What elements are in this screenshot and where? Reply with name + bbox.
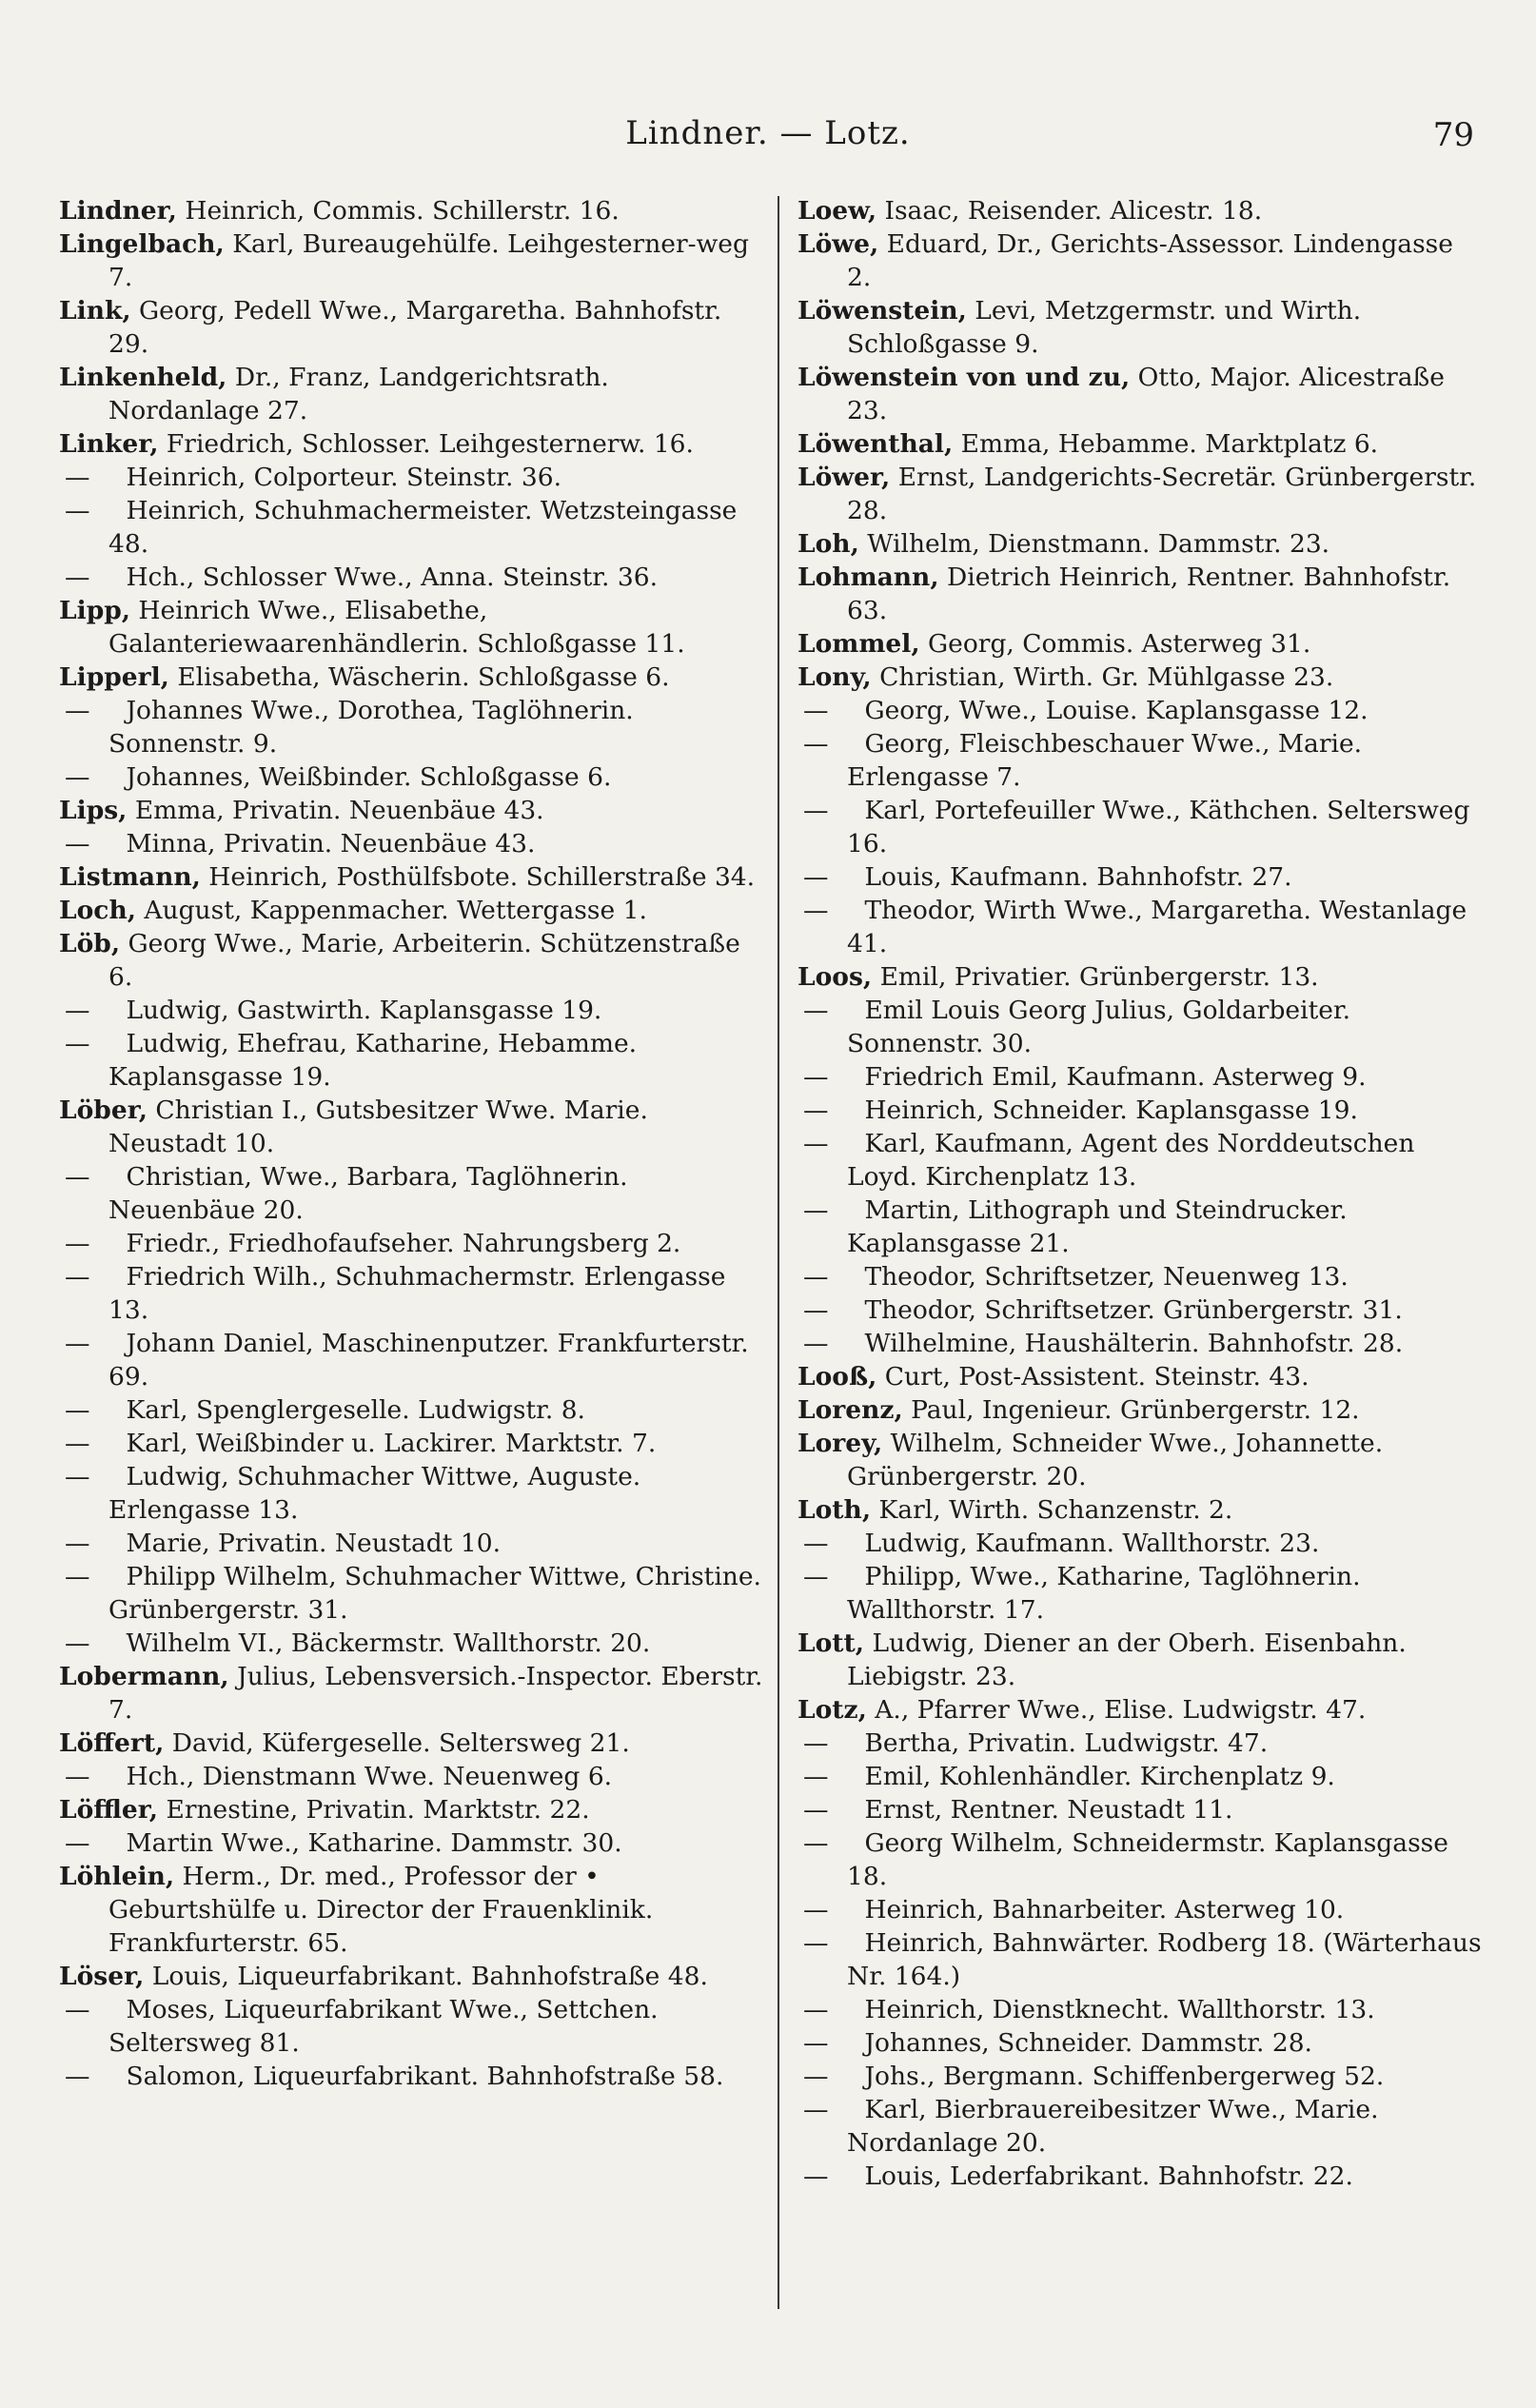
- page-number: 79: [1432, 116, 1474, 154]
- entry-details: Emma, Hebamme. Marktplatz 6.: [960, 429, 1379, 459]
- entry-details: Hch., Dienstmann Wwe. Neuenweg 6.: [126, 1762, 613, 1791]
- entry-details: Philipp, Wwe., Katharine, Taglöhnerin. Wallthorstr. 17.: [847, 1562, 1361, 1625]
- entry-details: Heinrich, Colporteur. Steinstr. 36.: [126, 463, 561, 492]
- entry-details: Heinrich, Dienstknecht. Wallthorstr. 13.: [864, 1995, 1375, 2024]
- repeat-dash: —: [803, 2028, 829, 2058]
- directory-entry: [798, 294, 1483, 361]
- directory-entry: [798, 1493, 1483, 1527]
- directory-entry: [59, 1427, 763, 1460]
- entry-details: Georg, Commis. Asterweg 31.: [927, 629, 1311, 659]
- entry-details: Friedrich, Schlosser. Leihgesternerw. 16.: [166, 429, 694, 459]
- repeat-dash: —: [803, 1562, 829, 1591]
- repeat-dash: —: [65, 1029, 90, 1058]
- repeat-dash: —: [803, 1195, 829, 1225]
- repeat-dash: —: [65, 1529, 90, 1558]
- entry-details: Heinrich, Schuhmachermeister. Wetzsteingasse 48.: [108, 496, 738, 559]
- directory-entry: [798, 194, 1483, 227]
- entry-details: Philipp Wilhelm, Schuhmacher Wittwe, Christine. Grünbergerstr. 31.: [108, 1562, 761, 1625]
- entry-details: Emil, Privatier. Grünbergerstr. 13.: [879, 962, 1319, 992]
- repeat-dash: —: [803, 1762, 829, 1791]
- entry-details: Ludwig, Kaufmann. Wallthorstr. 23.: [864, 1529, 1320, 1558]
- directory-entry: [798, 2060, 1483, 2093]
- directory-entry: [59, 1560, 763, 1627]
- directory-entry: [59, 1160, 763, 1227]
- directory-entry: [59, 894, 763, 927]
- directory-entry: [59, 827, 763, 860]
- repeat-dash: —: [803, 1928, 829, 1958]
- repeat-dash: —: [803, 1728, 829, 1758]
- directory-entry: [798, 1627, 1483, 1693]
- directory-entry: [59, 1527, 763, 1560]
- entry-details: Eduard, Dr., Gerichts-Assessor. Lindengasse 2.: [847, 229, 1453, 292]
- repeat-dash: —: [65, 1628, 90, 1658]
- directory-entry: [798, 661, 1483, 694]
- entry-surname: Löb,: [59, 929, 121, 958]
- directory-entry: [59, 2060, 763, 2093]
- entry-details: Wilhelm VI., Bäckermstr. Wallthorstr. 20.: [126, 1628, 651, 1658]
- entry-surname: Linker,: [59, 429, 159, 459]
- repeat-dash: —: [803, 2062, 829, 2091]
- directory-entry: [59, 1826, 763, 1860]
- repeat-dash: —: [65, 1562, 90, 1591]
- repeat-dash: —: [65, 829, 90, 859]
- directory-entry: [59, 427, 763, 461]
- repeat-dash: —: [803, 1295, 829, 1325]
- entry-surname: Löwe,: [798, 229, 879, 259]
- entry-details: Friedrich Emil, Kaufmann. Asterweg 9.: [864, 1062, 1367, 1092]
- directory-entry: [798, 1060, 1483, 1094]
- directory-entry: [798, 1194, 1483, 1260]
- directory-entry: [59, 1760, 763, 1793]
- repeat-dash: —: [803, 1062, 829, 1092]
- directory-entry: [59, 1027, 763, 1094]
- entry-details: Johannes, Weißbinder. Schloßgasse 6.: [126, 762, 612, 792]
- entry-details: Theodor, Schriftsetzer, Neuenweg 13.: [864, 1262, 1349, 1292]
- entry-details: Salomon, Liqueurfabrikant. Bahnhofstraße 58.: [126, 2062, 724, 2091]
- directory-entry: [798, 1560, 1483, 1627]
- directory-entry: [798, 1360, 1483, 1393]
- entry-details: Theodor, Wirth Wwe., Margaretha. Westanlage 41.: [847, 896, 1467, 958]
- repeat-dash: —: [803, 2095, 829, 2124]
- entry-surname: Löffert,: [59, 1728, 165, 1758]
- directory-entry: [798, 227, 1483, 294]
- repeat-dash: —: [65, 762, 90, 792]
- entry-details: Heinrich Wwe., Elisabethe, Galanteriewaarenhändlerin. Schloßgasse 11.: [108, 596, 685, 659]
- directory-entry: [59, 1960, 763, 1993]
- repeat-dash: —: [65, 996, 90, 1025]
- directory-entry: [59, 694, 763, 760]
- repeat-dash: —: [803, 1095, 829, 1125]
- entry-details: Johannes, Schneider. Dammstr. 28.: [864, 2028, 1312, 2058]
- directory-entry: [59, 227, 763, 294]
- entry-surname: Lipperl,: [59, 662, 169, 692]
- directory-entry: [59, 1627, 763, 1660]
- directory-entry: [798, 1393, 1483, 1427]
- entry-details: Emil Louis Georg Julius, Goldarbeiter. Sonnenstr. 30.: [847, 996, 1351, 1058]
- entry-surname: Löwer,: [798, 463, 891, 492]
- directory-entry: [59, 1793, 763, 1826]
- entry-details: Ludwig, Schuhmacher Wittwe, Auguste. Erlengasse 13.: [108, 1462, 641, 1525]
- entry-details: Christian, Wwe., Barbara, Taglöhnerin. Neuenbäue 20.: [108, 1162, 628, 1225]
- entry-surname: Linkenheld,: [59, 363, 227, 392]
- entry-details: Isaac, Reisender. Alicestr. 18.: [884, 196, 1263, 226]
- repeat-dash: —: [803, 1262, 829, 1292]
- entry-surname: Löwenthal,: [798, 429, 954, 459]
- directory-entry: [59, 860, 763, 894]
- repeat-dash: —: [803, 1529, 829, 1558]
- directory-entry: [798, 1260, 1483, 1293]
- repeat-dash: —: [803, 996, 829, 1025]
- directory-entry: [59, 760, 763, 794]
- entry-details: Wilhelmine, Haushälterin. Bahnhofstr. 28.: [864, 1329, 1404, 1358]
- directory-entry: [59, 1227, 763, 1260]
- entry-details: Georg Wilhelm, Schneidermstr. Kaplansgasse 18.: [847, 1828, 1448, 1891]
- directory-entry: [59, 794, 763, 827]
- directory-entry: [59, 461, 763, 494]
- entry-details: Minna, Privatin. Neuenbäue 43.: [126, 829, 536, 859]
- entry-details: Karl, Bierbrauereibesitzer Wwe., Marie. Nordanlage 20.: [847, 2095, 1379, 2158]
- entry-details: Johannes Wwe., Dorothea, Taglöhnerin. Sonnenstr. 9.: [108, 696, 634, 759]
- repeat-dash: —: [803, 796, 829, 825]
- directory-entry: [59, 194, 763, 227]
- entry-surname: Loth,: [798, 1495, 872, 1525]
- entry-details: Otto, Major. Alicestraße 23.: [847, 363, 1445, 425]
- directory-entry: [59, 927, 763, 994]
- entry-details: Heinrich, Posthülfsbote. Schillerstraße 34.: [208, 862, 756, 892]
- entry-details: Heinrich, Schneider. Kaplansgasse 19.: [864, 1095, 1358, 1125]
- directory-entry: [59, 1660, 763, 1727]
- entry-surname: Lotz,: [798, 1695, 867, 1725]
- entry-details: Dr., Franz, Landgerichtsrath. Nordanlage 27.: [108, 363, 609, 425]
- directory-entry: [798, 794, 1483, 860]
- entry-details: Louis, Lederfabrikant. Bahnhofstr. 22.: [864, 2161, 1353, 2191]
- repeat-dash: —: [803, 1329, 829, 1358]
- directory-entry: [798, 1826, 1483, 1893]
- entry-details: Friedr., Friedhofaufseher. Nahrungsberg 2.: [126, 1229, 681, 1258]
- entry-details: Wilhelm, Schneider Wwe., Johannette. Grünbergerstr. 20.: [847, 1429, 1384, 1491]
- entry-surname: Lohmann,: [798, 563, 939, 592]
- entry-details: Julius, Lebensversich.-Inspector. Eberstr. 7.: [108, 1662, 763, 1725]
- entry-details: Bertha, Privatin. Ludwigstr. 47.: [864, 1728, 1269, 1758]
- directory-entry: [59, 361, 763, 427]
- directory-entry: [798, 1760, 1483, 1793]
- entry-details: August, Kappenmacher. Wettergasse 1.: [144, 896, 647, 925]
- entry-details: Wilhelm, Dienstmann. Dammstr. 23.: [867, 529, 1330, 559]
- repeat-dash: —: [65, 696, 90, 725]
- entry-details: Ernestine, Privatin. Marktstr. 22.: [166, 1795, 590, 1825]
- entry-details: Ernst, Landgerichts-Secretär. Grünbergerstr. 28.: [847, 463, 1477, 525]
- entry-surname: Löwenstein von und zu,: [798, 363, 1131, 392]
- entry-details: Heinrich, Bahnarbeiter. Asterweg 10.: [864, 1895, 1345, 1924]
- directory-entry: [798, 1693, 1483, 1727]
- repeat-dash: —: [65, 1329, 90, 1358]
- repeat-dash: —: [65, 1828, 90, 1858]
- entry-surname: Löber,: [59, 1095, 148, 1125]
- entry-surname: Looß,: [798, 1362, 877, 1392]
- entry-surname: Lott,: [798, 1628, 865, 1658]
- repeat-dash: —: [803, 1129, 829, 1158]
- entry-details: Ludwig, Diener an der Oberh. Eisenbahn. Liebigstr. 23.: [847, 1628, 1407, 1691]
- entry-details: Elisabetha, Wäscherin. Schloßgasse 6.: [177, 662, 670, 692]
- repeat-dash: —: [803, 696, 829, 725]
- entry-details: Louis, Kaufmann. Bahnhofstr. 27.: [864, 862, 1292, 892]
- entry-surname: Lingelbach,: [59, 229, 225, 259]
- directory-entry: [59, 1727, 763, 1760]
- directory-entry: [59, 294, 763, 361]
- directory-entry: [798, 527, 1483, 561]
- entry-details: A., Pfarrer Wwe., Elise. Ludwigstr. 47.: [875, 1695, 1367, 1725]
- directory-entry: [798, 1926, 1483, 1993]
- entry-details: Curt, Post-Assistent. Steinstr. 43.: [884, 1362, 1310, 1392]
- repeat-dash: —: [803, 1828, 829, 1858]
- entry-surname: Listmann,: [59, 862, 201, 892]
- directory-entry: [798, 994, 1483, 1060]
- entry-details: Dietrich Heinrich, Rentner. Bahnhofstr. 63.: [847, 563, 1451, 625]
- directory-entry: [798, 2093, 1483, 2160]
- directory-entry: [798, 1893, 1483, 1926]
- entry-details: Georg, Pedell Wwe., Margaretha. Bahnhofstr. 29.: [108, 296, 722, 359]
- entry-details: Ludwig, Gastwirth. Kaplansgasse 19.: [126, 996, 602, 1025]
- entry-surname: Link,: [59, 296, 131, 326]
- left-column: [59, 194, 763, 2093]
- entry-details: Johs., Bergmann. Schiffenbergerweg 52.: [864, 2062, 1385, 2091]
- entry-details: Marie, Privatin. Neustadt 10.: [126, 1529, 501, 1558]
- repeat-dash: —: [65, 463, 90, 492]
- repeat-dash: —: [65, 1229, 90, 1258]
- repeat-dash: —: [65, 2062, 90, 2091]
- entry-details: Heinrich, Bahnwärter. Rodberg 18. (Wärterhaus Nr. 164.): [847, 1928, 1482, 1991]
- directory-entry: [798, 2160, 1483, 2193]
- entry-surname: Löser,: [59, 1962, 145, 1991]
- entry-surname: Lipp,: [59, 596, 130, 625]
- entry-surname: Lorey,: [798, 1429, 883, 1458]
- entry-surname: Loew,: [798, 196, 877, 226]
- right-column: [798, 194, 1483, 2193]
- directory-entry: [59, 561, 763, 594]
- repeat-dash: —: [65, 1429, 90, 1458]
- entry-details: Karl, Bureaugehülfe. Leihgesterner-weg 7.: [108, 229, 749, 292]
- directory-entry: [798, 627, 1483, 661]
- directory-entry: [59, 594, 763, 661]
- entry-details: Karl, Spenglergeselle. Ludwigstr. 8.: [126, 1395, 585, 1425]
- directory-entry: [59, 494, 763, 561]
- directory-entry: [798, 1127, 1483, 1194]
- repeat-dash: —: [65, 1995, 90, 2024]
- repeat-dash: —: [65, 1462, 90, 1491]
- entry-details: Ernst, Rentner. Neustadt 11.: [864, 1795, 1233, 1825]
- entry-surname: Loh,: [798, 529, 859, 559]
- entry-surname: Löffler,: [59, 1795, 159, 1825]
- repeat-dash: —: [803, 2161, 829, 2191]
- directory-entry: [59, 661, 763, 694]
- repeat-dash: —: [803, 896, 829, 925]
- repeat-dash: —: [65, 1762, 90, 1791]
- directory-entry: [798, 960, 1483, 994]
- entry-details: Emma, Privatin. Neuenbäue 43.: [134, 796, 544, 825]
- repeat-dash: —: [65, 1262, 90, 1292]
- directory-entry: [798, 1727, 1483, 1760]
- directory-entry: [798, 694, 1483, 727]
- repeat-dash: —: [65, 496, 90, 525]
- entry-details: David, Küfergeselle. Seltersweg 21.: [171, 1728, 630, 1758]
- page-header: [0, 107, 1536, 164]
- entry-details: Karl, Wirth. Schanzenstr. 2.: [878, 1495, 1233, 1525]
- repeat-dash: —: [803, 729, 829, 759]
- running-title: Lindner. — Lotz.: [625, 114, 911, 152]
- entry-details: Ludwig, Ehefrau, Katharine, Hebamme. Kaplansgasse 19.: [108, 1029, 638, 1092]
- repeat-dash: —: [803, 862, 829, 892]
- directory-entry: [59, 994, 763, 1027]
- entry-surname: Loos,: [798, 962, 873, 992]
- directory-entry: [798, 1527, 1483, 1560]
- entry-surname: Löhlein,: [59, 1862, 175, 1891]
- directory-entry: [798, 461, 1483, 527]
- directory-entry: [59, 1260, 763, 1327]
- entry-surname: Loch,: [59, 896, 136, 925]
- entry-details: Christian, Wirth. Gr. Mühlgasse 23.: [879, 662, 1334, 692]
- directory-entry: [798, 1993, 1483, 2026]
- entry-details: Georg, Fleischbeschauer Wwe., Marie. Erlengasse 7.: [847, 729, 1363, 792]
- entry-surname: Lips,: [59, 796, 128, 825]
- entry-details: Georg Wwe., Marie, Arbeiterin. Schützenstraße 6.: [108, 929, 740, 992]
- directory-entry: [59, 1327, 763, 1393]
- entry-details: Martin Wwe., Katharine. Dammstr. 30.: [126, 1828, 622, 1858]
- entry-details: Christian I., Gutsbesitzer Wwe. Marie. Neustadt 10.: [108, 1095, 648, 1158]
- entry-details: Louis, Liqueurfabrikant. Bahnhofstraße 48.: [151, 1962, 708, 1991]
- directory-entry: [798, 361, 1483, 427]
- entry-surname: Lommel,: [798, 629, 920, 659]
- directory-entry: [59, 1860, 763, 1960]
- entry-details: Hch., Schlosser Wwe., Anna. Steinstr. 36.: [126, 563, 659, 592]
- entry-details: Johann Daniel, Maschinenputzer. Frankfurterstr. 69.: [108, 1329, 749, 1392]
- entry-details: Heinrich, Commis. Schillerstr. 16.: [185, 196, 620, 226]
- repeat-dash: —: [65, 563, 90, 592]
- entry-surname: Lorenz,: [798, 1395, 903, 1425]
- repeat-dash: —: [803, 1895, 829, 1924]
- directory-entry: [798, 1427, 1483, 1493]
- entry-details: Emil, Kohlenhändler. Kirchenplatz 9.: [864, 1762, 1335, 1791]
- entry-surname: Lony,: [798, 662, 872, 692]
- entry-surname: Löwenstein,: [798, 296, 967, 326]
- directory-entry: [59, 1094, 763, 1160]
- directory-entry: [798, 1293, 1483, 1327]
- directory-entry: [798, 561, 1483, 627]
- directory-entry: [798, 1094, 1483, 1127]
- entry-details: Martin, Lithograph und Steindrucker. Kaplansgasse 21.: [847, 1195, 1348, 1258]
- directory-entry: [59, 1460, 763, 1527]
- directory-entry: [798, 1793, 1483, 1826]
- entry-details: Moses, Liqueurfabrikant Wwe., Settchen. Seltersweg 81.: [108, 1995, 659, 2058]
- column-divider: [778, 196, 779, 2309]
- entry-surname: Lindner,: [59, 196, 177, 226]
- directory-entry: [798, 894, 1483, 960]
- directory-entry: [798, 860, 1483, 894]
- directory-entry: [59, 1393, 763, 1427]
- entry-details: Karl, Weißbinder u. Lackirer. Marktstr. 7.: [126, 1429, 657, 1458]
- repeat-dash: —: [803, 1795, 829, 1825]
- directory-entry: [798, 2026, 1483, 2060]
- directory-entry: [798, 1327, 1483, 1360]
- repeat-dash: —: [65, 1395, 90, 1425]
- directory-entry: [798, 727, 1483, 794]
- entry-surname: Lobermann,: [59, 1662, 229, 1691]
- entry-details: Levi, Metzgermstr. und Wirth. Schloßgasse 9.: [847, 296, 1362, 359]
- repeat-dash: —: [803, 1995, 829, 2024]
- repeat-dash: —: [65, 1162, 90, 1192]
- entry-details: Theodor, Schriftsetzer. Grünbergerstr. 31.: [864, 1295, 1403, 1325]
- entry-details: Friedrich Wilh., Schuhmachermstr. Erlengasse 13.: [108, 1262, 726, 1325]
- directory-entry: [798, 427, 1483, 461]
- entry-details: Herm., Dr. med., Professor der • Geburtshülfe u. Director der Frauenklinik. Frankfurterstr. 65.: [108, 1862, 654, 1958]
- entry-details: Georg, Wwe., Louise. Kaplansgasse 12.: [864, 696, 1369, 725]
- entry-details: Karl, Kaufmann, Agent des Norddeutschen Loyd. Kirchenplatz 13.: [847, 1129, 1415, 1192]
- entry-details: Paul, Ingenieur. Grünbergerstr. 12.: [911, 1395, 1360, 1425]
- directory-entry: [59, 1993, 763, 2060]
- entry-details: Karl, Portefeuiller Wwe., Käthchen. Seltersweg 16.: [847, 796, 1470, 859]
